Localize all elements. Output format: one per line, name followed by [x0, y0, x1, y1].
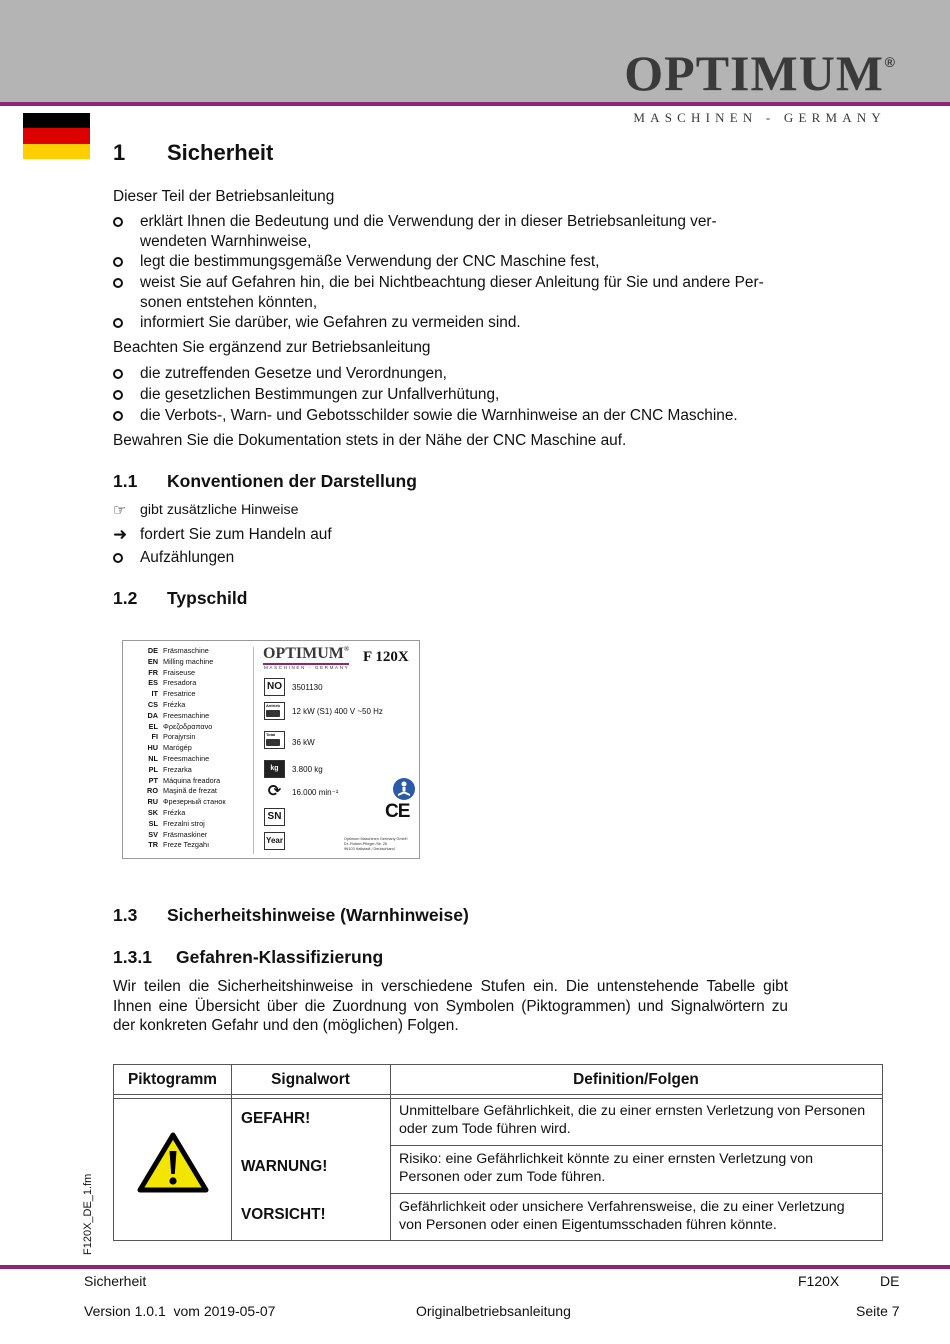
definition-caution: Gefährlichkeit oder unsichere Verfahrensweise, die zu einer Verletzung von Personen oder einen Eigentumsschaden führen könnte. — [399, 1199, 845, 1233]
section-1-closing: Bewahren Sie die Dokumentation stets in der Nähe der CNC Maschine auf. — [113, 432, 627, 449]
plate-drive-value: 12 kW (S1) 400 V ~50 Hz — [292, 707, 383, 716]
plate-brand-tagline: MASCHINEN - GERMANY — [264, 665, 350, 670]
plate-brand-logo: OPTIMUM® — [263, 645, 350, 662]
footer-version: Version 1.0.1 vom 2019-05-07 — [84, 1303, 276, 1319]
signal-word-danger: GEFAHR! — [241, 1110, 311, 1127]
section-1-2-heading: 1.2 Typschild — [113, 588, 248, 608]
plate-total-icon: Total — [264, 731, 285, 749]
file-name-label: F120X_DE_1.fm — [82, 1173, 94, 1255]
list-item: legt die bestimmungsgemäße Verwendung der CNC Maschine fest, — [113, 252, 803, 272]
plate-year-label: Year — [264, 832, 285, 850]
circle-bullet-icon — [113, 411, 123, 421]
list-item: die gesetzlichen Bestimmungen zur Unfallverhütung, — [113, 385, 803, 405]
plate-weight-icon: kg — [264, 760, 285, 778]
section-1-3-1-text: Wir teilen die Sicherheitshinweise in verschiedene Stufen ein. Die untenstehende Tabelle gibt Ihnen eine Übersicht über die Zuordnung von Symbolen (Piktogrammen) und Signalwörtern zu der konkreten Gefahr und den (möglichen) Folgen. — [113, 978, 788, 1034]
plate-language-row: EN Milling machine — [147, 656, 214, 666]
table-header: Piktogramm — [128, 1071, 217, 1088]
section-1-3-heading: 1.3 Sicherheitshinweise (Warnhinweise) — [113, 905, 469, 925]
ce-mark: CE — [385, 801, 410, 822]
german-flag-icon — [23, 113, 90, 159]
warning-triangle-icon — [137, 1132, 209, 1194]
plate-no-value: 3501130 — [292, 683, 323, 692]
pointing-hand-icon: ☞ — [113, 502, 127, 519]
circle-bullet-icon — [113, 217, 123, 227]
signal-word-caution: VORSICHT! — [241, 1206, 326, 1223]
brand-logo: OPTIMUM — [624, 45, 884, 101]
list-item: weist Sie auf Gefahren hin, die bei Nichtbeachtung dieser Anleitung für Sie und andere Per- sonen entstehen könnten, — [113, 273, 803, 312]
list-item: erklärt Ihnen die Bedeutung und die Verwendung der in dieser Betriebsanleitung ver- wendeten Warnhinweise, — [113, 212, 803, 251]
signal-word-warning: WARNUNG! — [241, 1158, 328, 1175]
arrow-right-icon: ➜ — [113, 525, 128, 544]
circle-bullet-icon — [113, 278, 123, 288]
plate-language-row: CS Frézka — [147, 699, 186, 709]
list-item: informiert Sie darüber, wie Gefahren zu vermeiden sind. — [113, 313, 803, 333]
plate-language-row: EL Φρεζοδραπανο — [148, 721, 213, 731]
plate-language-row: SK Frézka — [147, 807, 186, 817]
plate-language-row: HU Marógép — [147, 743, 192, 753]
list-item: die zutreffenden Gesetze und Verordnungen, — [113, 364, 803, 384]
plate-language-row: PT Máquina freadora — [148, 775, 221, 785]
brand-tagline: MASCHINEN - GERMANY — [633, 110, 886, 125]
circle-bullet-icon — [113, 257, 123, 267]
footer-page: Seite 7 — [856, 1303, 900, 1319]
plate-language-row: RO Maşină de frezat — [147, 786, 217, 796]
plate-rotation-icon: ⟳ — [267, 783, 282, 800]
section-1-heading: 1 Sicherheit — [113, 140, 274, 165]
plate-drive-icon: Antrieb — [264, 702, 285, 720]
list-item: Aufzählungen — [113, 548, 803, 568]
circle-bullet-icon — [113, 369, 123, 379]
header-divider — [0, 102, 950, 106]
table-header: Signalwort — [271, 1071, 350, 1088]
hazard-classification-table — [113, 1064, 883, 1241]
plate-no-label: NO — [264, 678, 285, 696]
plate-language-row: FI Porajyrsin — [151, 732, 196, 742]
definition-danger: Unmittelbare Gefährlichkeit, die zu einer ernsten Verletzung von Personen oder zum Tode führen wird. — [399, 1103, 866, 1137]
circle-bullet-icon — [113, 318, 123, 328]
plate-language-row: FR Fraiseuse — [148, 667, 196, 677]
plate-language-list — [133, 646, 226, 851]
plate-language-row: NL Freesmachine — [148, 753, 210, 763]
footer-lang: DE — [880, 1273, 900, 1289]
plate-speed-value: 16.000 min⁻¹ — [292, 788, 339, 797]
table-header: Definition/Folgen — [573, 1071, 699, 1088]
plate-language-row: IT Fresatrice — [151, 689, 196, 699]
list-item: ☞ gibt zusätzliche Hinweise — [113, 502, 299, 519]
plate-address: Optimum Maschinen Germany GmbH Dr.-Robert-Pfleger-Str. 26 96103 Hallstadt / Deutschland — [344, 837, 408, 851]
plate-language-row: PL Frezarka — [148, 764, 192, 774]
plate-language-row: TR Freze Tezgahı — [148, 840, 210, 850]
circle-bullet-icon — [113, 390, 123, 400]
plate-language-row: DE Fräsmaschine — [147, 646, 209, 655]
plate-model: F 120X — [363, 649, 409, 665]
brand-registered-mark: ® — [884, 54, 895, 70]
section-1-1-heading: 1.1 Konventionen der Darstellung — [113, 471, 417, 491]
type-plate-image — [122, 640, 420, 859]
plate-language-row: ES Fresadora — [148, 678, 197, 688]
section-1-3-1-heading: 1.3.1 Gefahren-Klassifizierung — [113, 947, 384, 967]
plate-sn-label: SN — [264, 808, 285, 826]
list-item: ➜ fordert Sie zum Handeln auf — [113, 525, 332, 544]
plate-total-value: 36 kW — [292, 738, 315, 747]
plate-language-row: RU Фрезерный станок — [147, 797, 226, 807]
list-item: die Verbots-, Warn- und Gebotsschilder sowie die Warnhinweise an der CNC Maschine. — [113, 406, 803, 426]
definition-warning: Risiko: eine Gefährlichkeit könnte zu einer ernsten Verletzung von Personen oder zum Tode führen. — [399, 1151, 814, 1185]
plate-language-row: DA Freesmachine — [147, 710, 210, 720]
plate-language-row: SV Fräsmaskiner — [148, 829, 208, 839]
section-1-intro: Dieser Teil der Betriebsanleitung — [113, 188, 335, 205]
footer-model: F120X — [798, 1273, 840, 1289]
footer-section: Sicherheit — [84, 1273, 147, 1289]
circle-bullet-icon — [113, 553, 123, 563]
footer-doc-type: Originalbetriebsanleitung — [416, 1303, 571, 1319]
plate-weight-value: 3.800 kg — [292, 765, 323, 774]
section-1-intro-2: Beachten Sie ergänzend zur Betriebsanleitung — [113, 339, 431, 356]
read-manual-icon — [393, 778, 415, 800]
plate-language-row: SL Frezalni stroj — [148, 818, 205, 828]
footer-divider — [0, 1265, 950, 1269]
